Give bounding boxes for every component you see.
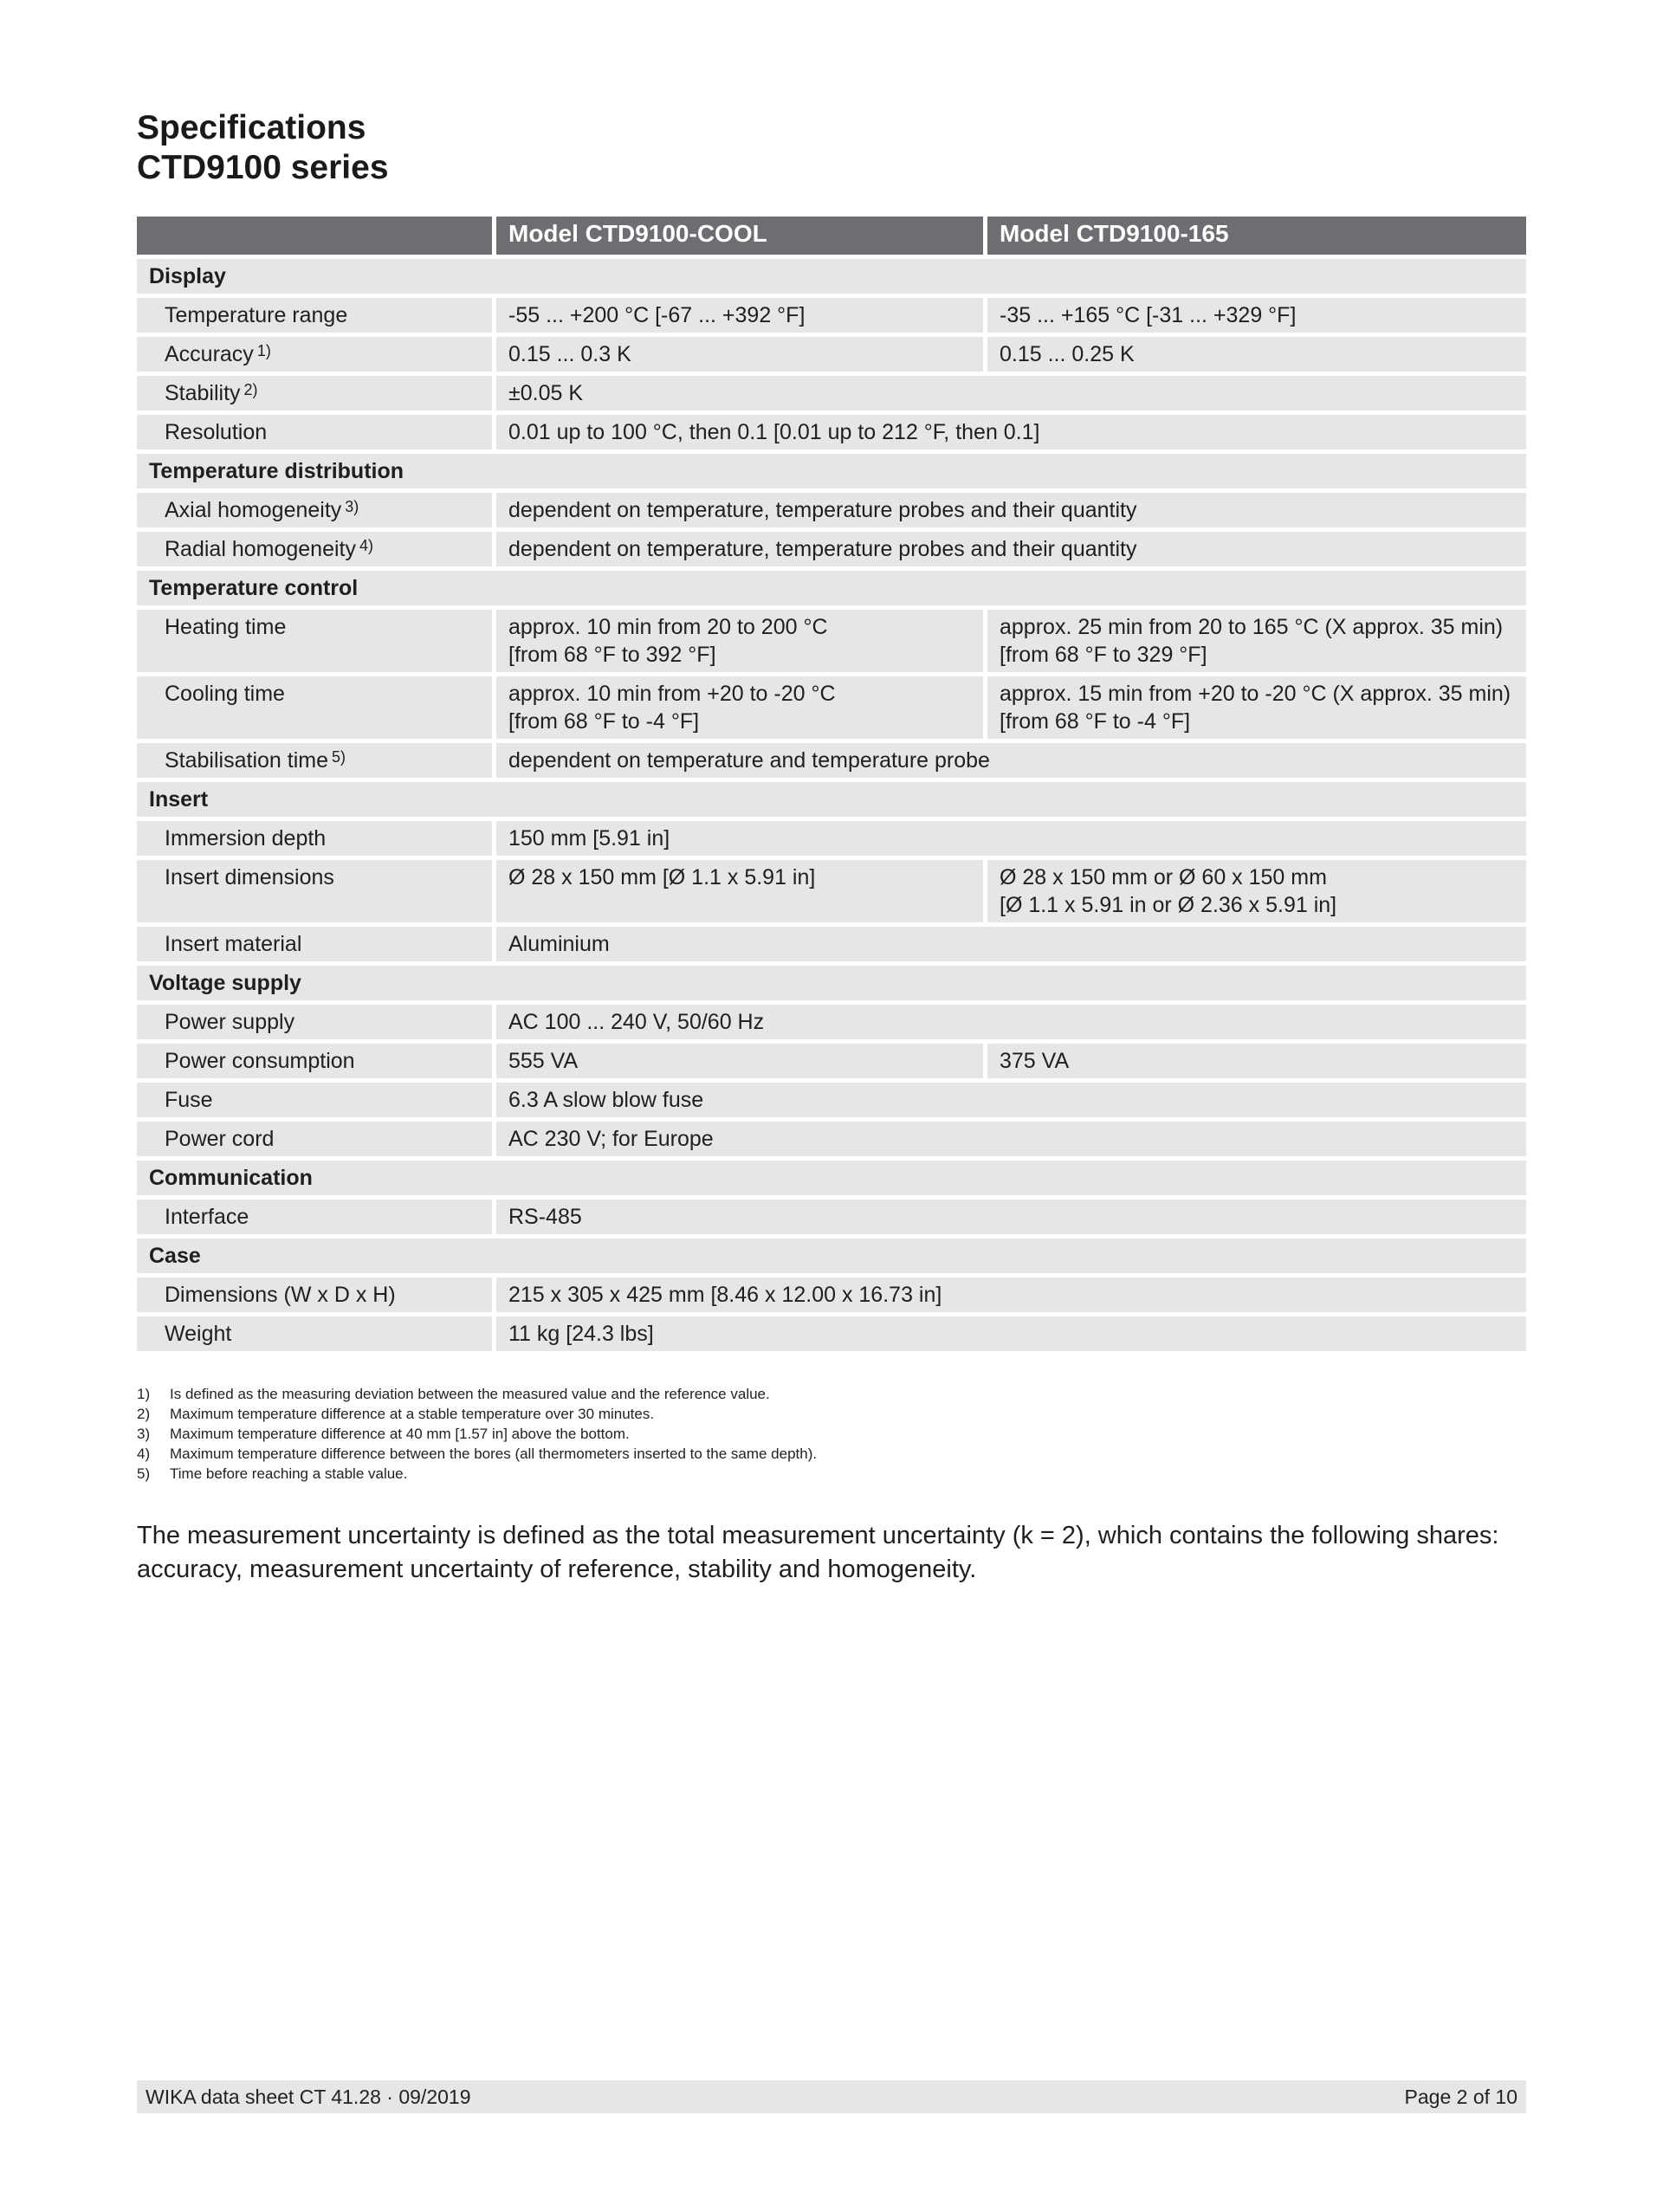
row-label: Heating time (137, 610, 492, 672)
cell-value: dependent on temperature, temperature probes and their quantity (492, 493, 1526, 527)
table-row (137, 493, 1526, 527)
table-header-row (137, 217, 1526, 255)
cell-value: ±0.05 K (492, 376, 1526, 411)
section-row (137, 782, 1526, 817)
footnote-ref: 5) (331, 748, 346, 766)
footnote-ref: 3) (345, 498, 359, 515)
cell-value: 0.01 up to 100 °C, then 0.1 [0.01 up to 212 °F, then 0.1] (492, 415, 1526, 450)
section-display: Display (137, 259, 1526, 294)
row-label: Immersion depth (137, 821, 492, 856)
cell-value: 215 x 305 x 425 mm [8.46 x 12.00 x 16.73 in] (492, 1277, 1526, 1312)
row-label (137, 337, 492, 372)
cell-value: Aluminium (492, 927, 1526, 961)
row-label: Power consumption (137, 1044, 492, 1078)
cell-line: approx. 25 min from 20 to 165 °C (X approx. 35 min) (1000, 615, 1504, 639)
footnote (137, 1404, 817, 1424)
cell-line: [from 68 °F to -4 °F] (1000, 709, 1191, 734)
section-row (137, 454, 1526, 488)
footnote-text: Is defined as the measuring deviation between the measured value and the reference value. (170, 1386, 770, 1402)
cell-value: dependent on temperature, temperature probes and their quantity (492, 532, 1526, 566)
footnote-number: 2) (137, 1406, 151, 1422)
row-label: Power supply (137, 1005, 492, 1039)
cell-165: 375 VA (983, 1044, 1526, 1078)
section-control: Temperature control (137, 571, 1526, 605)
cell-line: [from 68 °F to 392 °F] (508, 643, 716, 667)
label-text: Radial homogeneity (165, 537, 356, 561)
page-footer (137, 2080, 1526, 2113)
label-text: Stabilisation time (165, 748, 328, 773)
table-row (137, 1083, 1526, 1117)
section-distribution: Temperature distribution (137, 454, 1526, 488)
footnote (137, 1464, 817, 1484)
footnote-ref: 2) (243, 381, 258, 398)
table-row (137, 743, 1526, 778)
row-label: Power cord (137, 1122, 492, 1156)
row-label: Insert dimensions (137, 860, 492, 922)
row-label (137, 376, 492, 411)
row-label: Dimensions (W x D x H) (137, 1277, 492, 1312)
footnote-text: Maximum temperature difference at 40 mm [1.57 in] above the bottom. (170, 1426, 630, 1442)
row-label (137, 532, 492, 566)
footnote-text: Maximum temperature difference between the bores (all thermometers inserted to the same depth). (170, 1446, 818, 1462)
cell-line: Ø 28 x 150 mm or Ø 60 x 150 mm (1000, 865, 1327, 889)
section-case: Case (137, 1239, 1526, 1273)
footnote (137, 1444, 817, 1464)
row-label: Temperature range (137, 298, 492, 333)
cell-value: AC 100 ... 240 V, 50/60 Hz (492, 1005, 1526, 1039)
table-row (137, 376, 1526, 411)
footnote-number: 5) (137, 1465, 151, 1482)
table-row (137, 298, 1526, 333)
cell-line: approx. 10 min from 20 to 200 °C (508, 615, 828, 639)
row-label (137, 743, 492, 778)
cell-line: [from 68 °F to -4 °F] (508, 709, 700, 734)
footnotes (137, 1384, 817, 1484)
cell-cool (492, 676, 983, 739)
table-row (137, 1200, 1526, 1234)
section-communication: Communication (137, 1161, 1526, 1195)
table-row (137, 821, 1526, 856)
title-line-1: Specifications (137, 109, 366, 146)
row-label: Weight (137, 1316, 492, 1351)
cell-cool: Ø 28 x 150 mm [Ø 1.1 x 5.91 in] (492, 860, 983, 922)
section-row (137, 571, 1526, 605)
cell-165 (983, 676, 1526, 739)
footnote-text: Maximum temperature difference at a stable temperature over 30 minutes. (170, 1406, 655, 1422)
footnote-ref: 1) (256, 342, 271, 359)
row-label: Fuse (137, 1083, 492, 1117)
footnote-number: 3) (137, 1426, 151, 1442)
title-line-2: CTD9100 series (137, 149, 389, 186)
cell-165 (983, 610, 1526, 672)
cell-line: approx. 10 min from +20 to -20 °C (508, 682, 836, 706)
header-blank (137, 217, 492, 255)
cell-165: 0.15 ... 0.25 K (983, 337, 1526, 372)
table-row (137, 415, 1526, 450)
table-row (137, 532, 1526, 566)
footnote-number: 1) (137, 1386, 151, 1402)
cell-cool (492, 610, 983, 672)
table-row (137, 860, 1526, 922)
section-row (137, 259, 1526, 294)
row-label: Resolution (137, 415, 492, 450)
table-row (137, 1005, 1526, 1039)
row-label: Interface (137, 1200, 492, 1234)
header-model-165: Model CTD9100-165 (983, 217, 1526, 255)
cell-value: RS-485 (492, 1200, 1526, 1234)
section-row (137, 1239, 1526, 1273)
footnote (137, 1384, 817, 1404)
cell-cool: 0.15 ... 0.3 K (492, 337, 983, 372)
cell-cool: 555 VA (492, 1044, 983, 1078)
cell-value: 11 kg [24.3 lbs] (492, 1316, 1526, 1351)
cell-line: approx. 15 min from +20 to -20 °C (X approx. 35 min) (1000, 682, 1511, 706)
cell-165: -35 ... +165 °C [-31 ... +329 °F] (983, 298, 1526, 333)
table-row (137, 1277, 1526, 1312)
row-label: Insert material (137, 927, 492, 961)
footnote-text: Time before reaching a stable value. (170, 1465, 408, 1482)
table-row (137, 610, 1526, 672)
table-row (137, 337, 1526, 372)
section-voltage: Voltage supply (137, 966, 1526, 1000)
footer-page-number: Page 2 of 10 (1404, 2086, 1517, 2108)
footnote-ref: 4) (359, 537, 373, 554)
header-model-cool: Model CTD9100-COOL (492, 217, 983, 255)
row-label (137, 493, 492, 527)
cell-value: 6.3 A slow blow fuse (492, 1083, 1526, 1117)
label-text: Axial homogeneity (165, 498, 342, 522)
page-title (137, 108, 389, 188)
uncertainty-paragraph: The measurement uncertainty is defined as the total measurement uncertainty (k = 2), which contains the following shares: accuracy, measurement uncertainty of reference, stability and homogeneity. (137, 1522, 1499, 1583)
cell-cool: -55 ... +200 °C [-67 ... +392 °F] (492, 298, 983, 333)
section-row (137, 1161, 1526, 1195)
label-text: Accuracy (165, 342, 254, 366)
table-row (137, 1044, 1526, 1078)
cell-line: [Ø 1.1 x 5.91 in or Ø 2.36 x 5.91 in] (1000, 893, 1337, 917)
cell-value: 150 mm [5.91 in] (492, 821, 1526, 856)
cell-165 (983, 860, 1526, 922)
spec-table (137, 212, 1526, 1355)
table-row (137, 927, 1526, 961)
footer-datasheet: WIKA data sheet CT 41.28 · 09/2019 (146, 2086, 471, 2108)
label-text: Stability (165, 381, 241, 405)
cell-value: dependent on temperature and temperature probe (492, 743, 1526, 778)
footnote (137, 1424, 817, 1444)
cell-line: [from 68 °F to 329 °F] (1000, 643, 1207, 667)
row-label: Cooling time (137, 676, 492, 739)
footnote-number: 4) (137, 1446, 151, 1462)
table-row (137, 676, 1526, 739)
table-row (137, 1122, 1526, 1156)
section-insert: Insert (137, 782, 1526, 817)
cell-value: AC 230 V; for Europe (492, 1122, 1526, 1156)
table-row (137, 1316, 1526, 1351)
section-row (137, 966, 1526, 1000)
